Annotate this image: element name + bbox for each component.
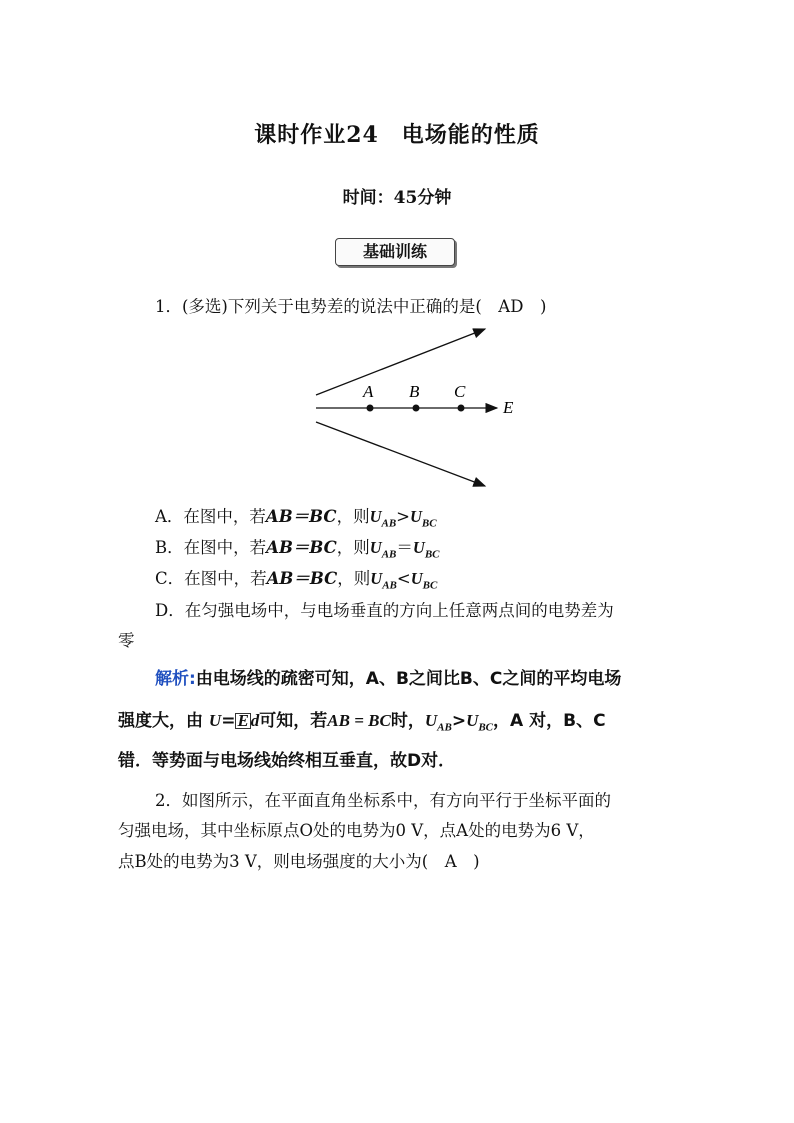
q2-line3: 点B处的电势为3 V，则电场强度的大小为( A ) [118,852,480,871]
page-title: 课时作业24 电场能的性质 [254,122,540,148]
q1-option-d-line2: 零 [118,631,135,650]
point-c-dot [458,405,465,412]
point-b-label: B [409,382,420,401]
q2-line1: 2．如图所示，在平面直角坐标系中，有方向平行于坐标平面的 [155,791,611,810]
analysis-label: 解析: [155,669,196,689]
time-limit: 时间：45分钟 [342,188,452,208]
point-c-label: C [454,382,466,401]
q1-stem: 1．(多选)下列关于电势差的说法中正确的是( AD ) [155,297,547,316]
q1-option-a: A．在图中，若AB＝BC，则$U_{AB}>U_{BC}$ [155,507,437,530]
field-e-label: E [503,398,514,417]
q1-field-figure [300,320,530,495]
field-line-lower [316,422,485,486]
point-a-dot [367,405,374,412]
q1-analysis-line2: 强度大，由 U= E d可知，若AB = BC时，$U_{AB}>U_{BC}$，A 对，B、C [118,711,606,734]
q1-option-d-line1: D．在匀强电场中，与电场垂直的方向上任意两点间的电势差为 [155,601,614,620]
q1-option-b: B．在图中，若AB＝BC，则$U_{AB}=U_{BC}$ [155,538,440,561]
q1-option-c: C．在图中，若AB＝BC，则$U_{AB}<U_{BC}$ [155,569,438,592]
q1-analysis-line3: 错．等势面与电场线始终相互垂直，故D对． [118,751,456,771]
formula-e-box: E [237,711,249,730]
q1-analysis-line1: 解析:由电场线的疏密可知，A、B之间比B、C之间的平均电场 [155,669,622,689]
section-badge: 基础训练 [335,238,455,266]
q2-line2: 匀强电场，其中坐标原点O处的电势为0 V，点A处的电势为6 V， [118,821,595,840]
point-a-label: A [363,382,374,401]
point-b-dot [413,405,420,412]
